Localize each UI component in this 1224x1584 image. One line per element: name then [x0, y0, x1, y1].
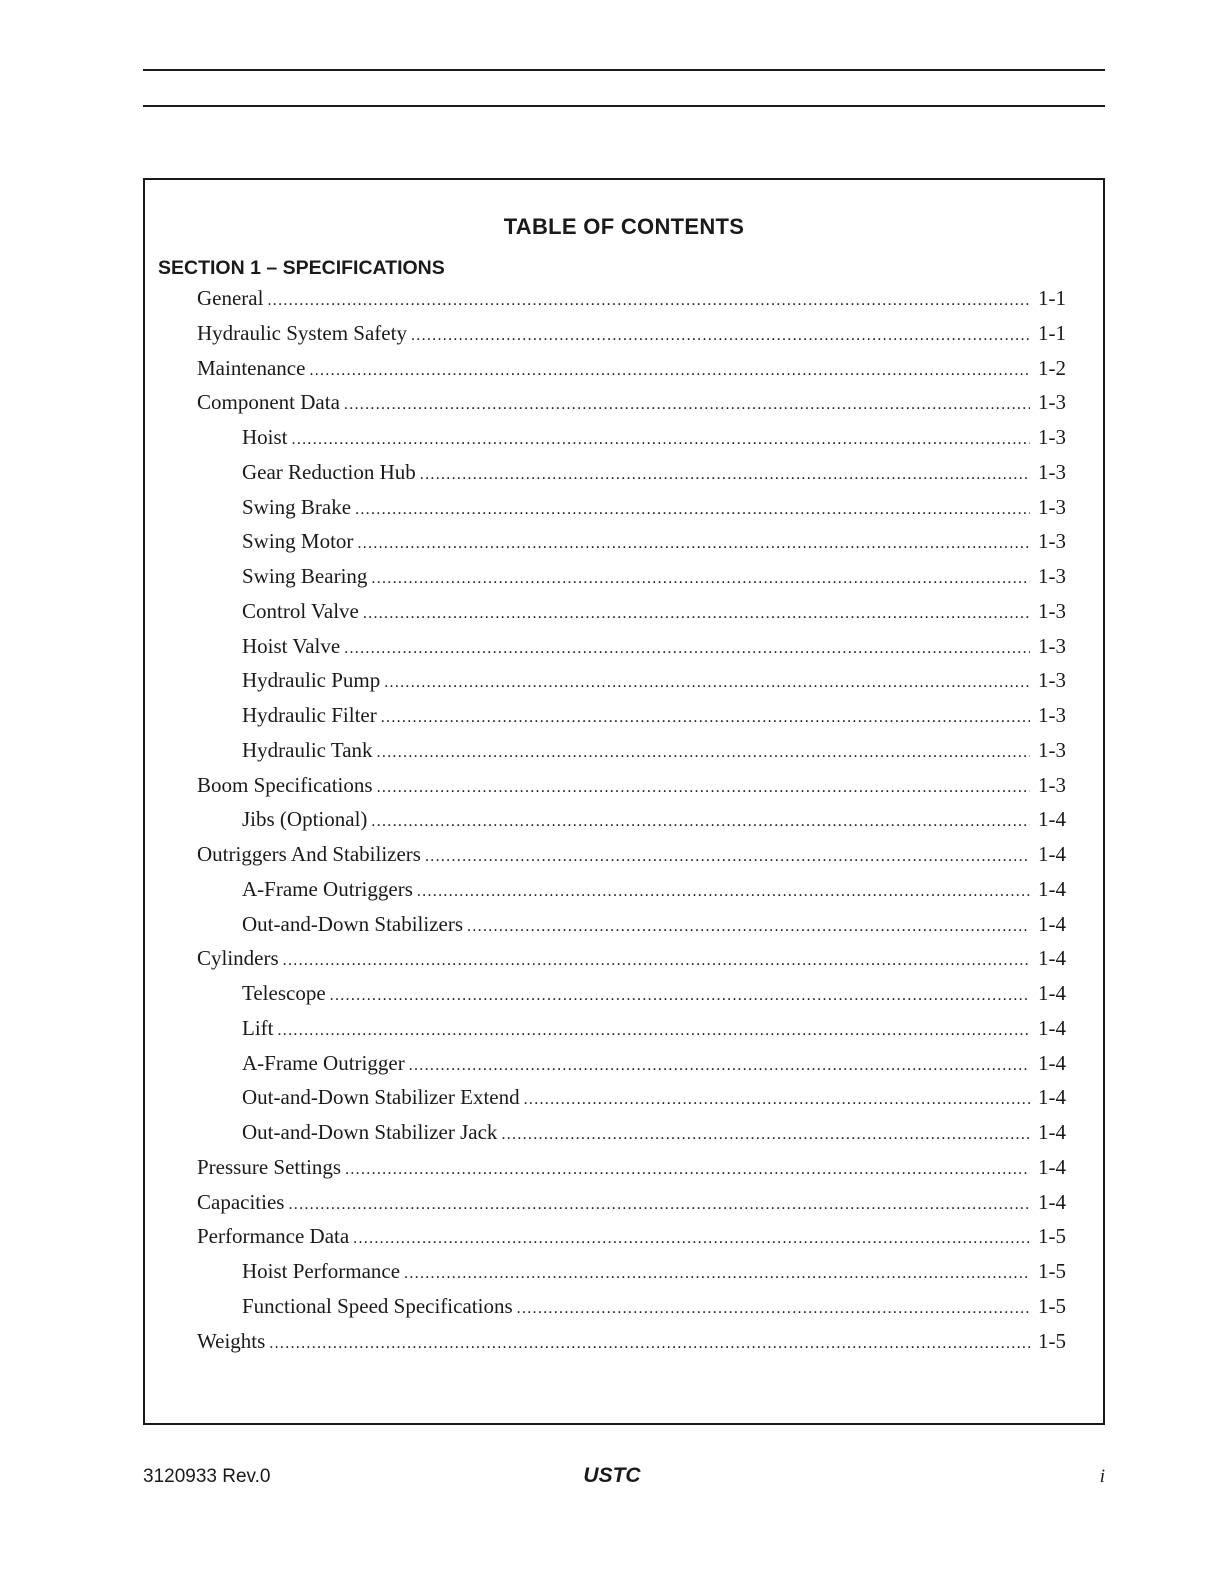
dot-leader: [344, 390, 1030, 420]
dot-leader: [355, 495, 1030, 525]
footer-brand: USTC: [583, 1464, 641, 1487]
toc-entry-label: Hydraulic Pump: [242, 668, 381, 693]
toc-entry[interactable]: [242, 1013, 1066, 1043]
dot-leader: [353, 1224, 1030, 1254]
dot-leader: [309, 356, 1030, 386]
toc-entry-label: A-Frame Outriggers: [242, 876, 413, 901]
toc-entry[interactable]: [197, 1221, 1066, 1251]
dot-leader: [344, 634, 1030, 664]
dot-leader: [371, 807, 1030, 837]
toc-entry-page: 1-1: [1038, 286, 1066, 310]
dot-leader: [384, 668, 1030, 698]
toc-entry-label: Weights: [197, 1328, 266, 1353]
toc-entry-page: 1-3: [1038, 459, 1066, 484]
toc-entry-label: Performance Data: [197, 1224, 350, 1249]
toc-entry-page: 1-4: [1038, 981, 1066, 1005]
toc-entry[interactable]: [242, 909, 1066, 939]
dot-leader: [517, 1294, 1030, 1324]
dot-leader: [404, 1259, 1030, 1289]
toc-entry-page: 1-4: [1038, 842, 1066, 866]
footer-doc-number: 3120933 Rev.0: [143, 1466, 271, 1487]
toc-entry[interactable]: [197, 839, 1066, 869]
toc-entry-label: Control Valve: [242, 598, 359, 623]
toc-entry[interactable]: [242, 978, 1066, 1008]
dot-leader: [420, 460, 1030, 490]
toc-entry-page: 1-3: [1038, 668, 1066, 693]
toc-entry-page: 1-3: [1038, 390, 1066, 415]
dot-leader: [345, 1155, 1030, 1185]
dot-leader: [292, 425, 1030, 455]
toc-entry[interactable]: [242, 492, 1066, 522]
toc-entry[interactable]: [242, 422, 1066, 452]
dot-leader: [417, 877, 1030, 907]
toc-entry[interactable]: [242, 457, 1066, 487]
toc-entry-page: 1-4: [1038, 1120, 1066, 1144]
toc-entry-label: Hoist Valve: [242, 633, 341, 658]
toc-entry[interactable]: [197, 353, 1066, 383]
dot-leader: [377, 738, 1030, 768]
toc-entry-label: Swing Motor: [242, 529, 354, 554]
dot-leader: [357, 529, 1030, 559]
toc-entry-label: Component Data: [197, 390, 340, 415]
toc-entry-page: 1-3: [1038, 564, 1066, 588]
toc-entry-label: Gear Reduction Hub: [242, 459, 416, 484]
toc-entry-label: Pressure Settings: [197, 1154, 342, 1179]
toc-entry-page: 1-3: [1038, 633, 1066, 658]
toc-entry-label: Cylinders: [197, 946, 279, 971]
toc-entry-label: Hoist Performance: [242, 1259, 401, 1283]
toc-entry-page: 1-4: [1038, 1015, 1066, 1040]
toc-entry[interactable]: [242, 561, 1066, 591]
toc-entry[interactable]: [242, 1291, 1066, 1321]
toc-entry[interactable]: [197, 943, 1066, 973]
toc-entry-page: 1-5: [1038, 1224, 1066, 1249]
toc-entry-label: Out-and-Down Stabilizer Extend: [242, 1085, 520, 1110]
toc-entry[interactable]: [242, 804, 1066, 834]
toc-entry-label: Maintenance: [197, 355, 306, 380]
toc-entry[interactable]: [242, 700, 1066, 730]
toc-entry-label: Swing Brake: [242, 494, 352, 519]
toc-entry[interactable]: [197, 770, 1066, 800]
toc-entry-page: 1-5: [1038, 1259, 1066, 1283]
dot-leader: [425, 842, 1030, 872]
toc-entry-label: Hydraulic Tank: [242, 737, 373, 762]
dot-leader: [278, 1016, 1031, 1046]
dot-leader: [330, 981, 1030, 1011]
dot-leader: [363, 599, 1030, 629]
toc-entry[interactable]: [242, 1048, 1066, 1078]
toc-entry-page: 1-4: [1038, 1085, 1066, 1110]
toc-entry[interactable]: [197, 1187, 1066, 1217]
section-heading: SECTION 1 – SPECIFICATIONS: [158, 257, 445, 279]
toc-entry-label: Swing Bearing: [242, 564, 368, 588]
toc-entry[interactable]: [197, 1326, 1066, 1356]
toc-entry-page: 1-4: [1038, 807, 1066, 832]
dot-leader: [269, 1329, 1030, 1359]
toc-entry[interactable]: [242, 1256, 1066, 1286]
toc-entry-label: Hydraulic Filter: [242, 703, 377, 727]
toc-entry-page: 1-4: [1038, 1050, 1066, 1075]
toc-entry-page: 1-3: [1038, 703, 1066, 727]
dot-leader: [283, 946, 1030, 976]
toc-entry-page: 1-4: [1038, 911, 1066, 936]
toc-entry-page: 1-2: [1038, 355, 1066, 380]
dot-leader: [381, 703, 1030, 733]
toc-entry-label: Telescope: [242, 981, 326, 1005]
toc-entry-page: 1-3: [1038, 425, 1066, 449]
toc-entry[interactable]: [242, 874, 1066, 904]
toc-entry[interactable]: [197, 283, 1066, 313]
dot-leader: [288, 1190, 1030, 1220]
toc-entry[interactable]: [242, 631, 1066, 661]
toc-entry-label: General: [197, 286, 264, 310]
dot-leader: [524, 1085, 1030, 1115]
toc-entry[interactable]: [242, 665, 1066, 695]
toc-entry-label: Outriggers And Stabilizers: [197, 842, 421, 866]
toc-entry-label: Out-and-Down Stabilizer Jack: [242, 1120, 498, 1144]
toc-entry[interactable]: [197, 318, 1066, 348]
header-rule-bottom: [143, 105, 1105, 107]
toc-entry[interactable]: [242, 1082, 1066, 1112]
toc-entry-label: Boom Specifications: [197, 772, 373, 797]
toc-entry-page: 1-3: [1038, 529, 1066, 554]
dot-leader: [467, 912, 1030, 942]
footer-page-number: i: [1099, 1466, 1105, 1487]
toc-entry-label: Functional Speed Specifications: [242, 1293, 513, 1318]
toc-title: TABLE OF CONTENTS: [503, 214, 745, 239]
toc-box: [143, 178, 1105, 1425]
toc-entry-page: 1-4: [1038, 1189, 1066, 1214]
toc-entry-page: 1-5: [1038, 1293, 1066, 1318]
dot-leader: [411, 321, 1030, 351]
toc-entry-page: 1-5: [1038, 1328, 1066, 1353]
toc-entry[interactable]: [242, 526, 1066, 556]
toc-entry-label: Lift: [242, 1015, 274, 1040]
toc-entry-page: 1-3: [1038, 772, 1066, 797]
dot-leader: [371, 564, 1030, 594]
toc-entry-page: 1-3: [1038, 494, 1066, 519]
toc-entry-page: 1-4: [1038, 946, 1066, 971]
toc-entry-label: Capacities: [197, 1189, 285, 1214]
toc-entry-page: 1-1: [1038, 320, 1066, 345]
dot-leader: [377, 773, 1030, 803]
toc-entry-label: Hoist: [242, 425, 288, 449]
dot-leader: [267, 286, 1030, 316]
toc-entry[interactable]: [242, 1117, 1066, 1147]
dot-leader: [409, 1051, 1030, 1081]
toc-entry-page: 1-3: [1038, 598, 1066, 623]
header-rule-top: [143, 69, 1105, 71]
toc-entry[interactable]: [242, 596, 1066, 626]
toc-entry-label: Out-and-Down Stabilizers: [242, 911, 464, 936]
dot-leader: [501, 1120, 1030, 1150]
toc-entry-page: 1-4: [1038, 1154, 1066, 1179]
toc-entry-label: Hydraulic System Safety: [197, 320, 407, 345]
toc-entry-page: 1-4: [1038, 876, 1066, 901]
toc-entry-page: 1-3: [1038, 737, 1066, 762]
toc-entry[interactable]: [197, 387, 1066, 417]
toc-entry[interactable]: [242, 735, 1066, 765]
toc-entry-label: A-Frame Outrigger: [242, 1050, 405, 1075]
toc-entry[interactable]: [197, 1152, 1066, 1182]
toc-entry-label: Jibs (Optional): [242, 807, 368, 832]
